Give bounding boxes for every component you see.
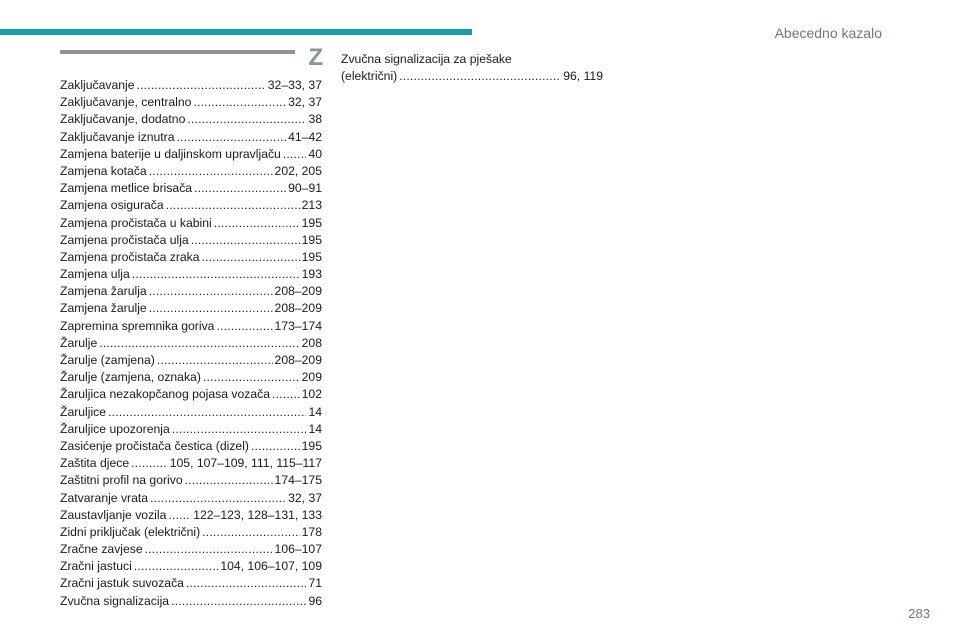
- index-entry: [60, 490, 322, 507]
- index-term: Zvučna signalizacija: [60, 593, 170, 608]
- dot-leader: [193, 94, 286, 111]
- index-term: Zaštita djece: [60, 456, 130, 471]
- index-entry: [60, 94, 322, 111]
- index-term: Zamjena pročistača ulja: [60, 232, 189, 247]
- index-term: Zidni priključak (električni): [60, 524, 201, 539]
- dot-leader: [168, 507, 191, 524]
- dot-leader: [187, 111, 306, 128]
- index-term: Zračni jastuk suvozača: [60, 576, 184, 591]
- index-entry: [60, 455, 322, 472]
- dot-leader: [99, 335, 299, 352]
- index-entry: [60, 575, 322, 592]
- index-pages: 195: [301, 249, 322, 264]
- index-pages: 102: [301, 387, 322, 402]
- dot-leader: [145, 541, 273, 558]
- index-entry: [60, 180, 322, 197]
- dot-leader: [202, 524, 299, 541]
- index-entry: [341, 51, 603, 85]
- index-entry: [60, 352, 322, 369]
- index-term: Zamjena žarulje: [60, 301, 147, 316]
- dot-leader: [131, 455, 168, 472]
- index-entry: [60, 197, 322, 214]
- index-term: Žaruljice upozorenja: [60, 421, 170, 436]
- index-entry: [60, 129, 322, 146]
- dot-leader: [185, 472, 273, 489]
- index-entry: [60, 111, 322, 128]
- index-term: Zamjena žarulja: [60, 284, 147, 299]
- index-pages: 32, 37: [288, 490, 322, 505]
- index-pages: 90–91: [288, 181, 322, 196]
- index-pages: 193: [301, 267, 322, 282]
- index-letter: Z: [308, 44, 323, 71]
- index-term: Zamjena pročistača zraka: [60, 249, 200, 264]
- dot-leader: [149, 283, 273, 300]
- index-entry: [60, 266, 322, 283]
- index-pages: 14: [308, 404, 322, 419]
- index-term: Zračne zavjese: [60, 542, 143, 557]
- index-pages: 96, 119: [563, 69, 603, 84]
- index-pages: 122–123, 128–131, 133: [193, 507, 322, 522]
- index-term: Žarulje (zamjena, oznaka): [60, 370, 201, 385]
- index-pages: 41–42: [288, 129, 322, 144]
- index-term: Zvučna signalizacija za pješake: [341, 52, 512, 66]
- index-term: Zamjena baterije u daljinskom upravljaču: [60, 146, 281, 161]
- dot-leader: [191, 232, 300, 249]
- index-entry: [60, 524, 322, 541]
- index-entry: [60, 593, 322, 610]
- index-entry: [60, 318, 322, 335]
- index-pages: 213: [301, 198, 322, 213]
- index-entry: [60, 507, 322, 524]
- index-pages: 208: [301, 335, 322, 350]
- index-pages: 202, 205: [274, 163, 322, 178]
- dot-leader: [137, 77, 266, 94]
- index-term: Zamjena ulja: [60, 267, 130, 282]
- index-term: Zamjena osigurača: [60, 198, 164, 213]
- index-term: Zaključavanje, centralno: [60, 95, 192, 110]
- dot-leader: [150, 490, 286, 507]
- dot-leader: [157, 352, 273, 369]
- index-pages: 195: [301, 438, 322, 453]
- index-entry: [60, 438, 322, 455]
- index-term: Zračni jastuci: [60, 559, 132, 574]
- index-entry: [60, 77, 322, 94]
- section-title: Abecedno kazalo: [774, 25, 882, 41]
- dot-leader: [172, 421, 307, 438]
- index-pages: 208–209: [274, 301, 322, 316]
- index-pages: 38: [308, 112, 322, 127]
- index-entry: [60, 421, 322, 438]
- index-pages: 14: [308, 421, 322, 436]
- index-entry: [60, 472, 322, 489]
- index-term: Zapremina spremnika goriva: [60, 318, 215, 333]
- dot-leader: [149, 300, 273, 317]
- dot-leader: [186, 575, 306, 592]
- index-pages: 208–209: [274, 353, 322, 367]
- dot-leader: [203, 369, 300, 386]
- index-entry: [60, 300, 322, 317]
- dot-leader: [272, 386, 300, 403]
- index-pages: 104, 106–107, 109: [220, 559, 322, 574]
- index-entry: [60, 404, 322, 421]
- index-term: Zaštitni profil na gorivo: [60, 473, 183, 488]
- index-term: Zasićenje pročistača čestica (dizel): [60, 438, 249, 453]
- dot-leader: [214, 215, 300, 232]
- index-pages: 195: [301, 215, 322, 230]
- index-entry: [60, 386, 322, 403]
- page-number: 283: [908, 606, 930, 621]
- index-entry: [60, 232, 322, 249]
- index-term: Zamjena kotača: [60, 163, 147, 178]
- index-entry: [60, 283, 322, 300]
- index-pages: 178: [301, 524, 322, 539]
- index-entry: [60, 163, 322, 180]
- index-pages: 209: [301, 370, 322, 385]
- index-entry: [60, 249, 322, 266]
- dot-leader: [166, 197, 300, 214]
- index-entry: [60, 215, 322, 232]
- dot-leader: [283, 146, 307, 163]
- index-pages: 173–174: [274, 318, 322, 333]
- index-entry: [60, 146, 322, 163]
- index-term: Žaruljice: [60, 404, 107, 419]
- dot-leader: [176, 129, 286, 146]
- index-column-right: [341, 51, 603, 85]
- index-term: Zaključavanje: [60, 78, 135, 92]
- index-column-left: [60, 77, 322, 610]
- dot-leader: [194, 180, 286, 197]
- index-pages: 106–107: [274, 542, 322, 557]
- dot-leader: [149, 163, 273, 180]
- index-term: Zaustavljanje vozila: [60, 507, 167, 522]
- index-term: Zamjena metlice brisača: [60, 181, 193, 196]
- dot-leader: [134, 558, 219, 575]
- index-pages: 32, 37: [288, 95, 322, 110]
- index-pages: 71: [308, 576, 322, 591]
- index-term: Zatvaranje vrata: [60, 490, 149, 505]
- index-entry: [60, 541, 322, 558]
- index-term: Žaruljica nezakopčanog pojasa vozača: [60, 387, 271, 402]
- index-entry: [60, 369, 322, 386]
- dot-leader: [171, 593, 306, 610]
- index-term: Zaključavanje, dodatno: [60, 112, 186, 127]
- index-pages: 105, 107–109, 111, 115–117: [169, 456, 322, 471]
- index-entry: [60, 558, 322, 575]
- index-term: Zamjena pročistača u kabini: [60, 215, 212, 230]
- index-pages: 40: [308, 146, 322, 161]
- index-pages: 208–209: [274, 284, 322, 299]
- header-accent-bar: [0, 29, 472, 35]
- index-entry-continuation: [341, 68, 603, 85]
- dot-leader: [108, 404, 306, 421]
- index-term-continuation: (električni): [341, 69, 398, 84]
- dot-leader: [251, 438, 300, 455]
- index-pages: 195: [301, 232, 322, 247]
- dot-leader: [216, 318, 272, 335]
- index-term: Žarulje: [60, 335, 98, 350]
- letter-divider: [60, 50, 295, 54]
- index-pages: 32–33, 37: [267, 78, 322, 92]
- dot-leader: [132, 266, 300, 283]
- index-entry: [60, 335, 322, 352]
- index-pages: 174–175: [274, 473, 322, 488]
- index-term: Žarulje (zamjena): [60, 353, 155, 367]
- index-pages: 96: [308, 593, 322, 608]
- dot-leader: [399, 68, 561, 85]
- index-term: Zaključavanje iznutra: [60, 129, 175, 144]
- dot-leader: [202, 249, 300, 266]
